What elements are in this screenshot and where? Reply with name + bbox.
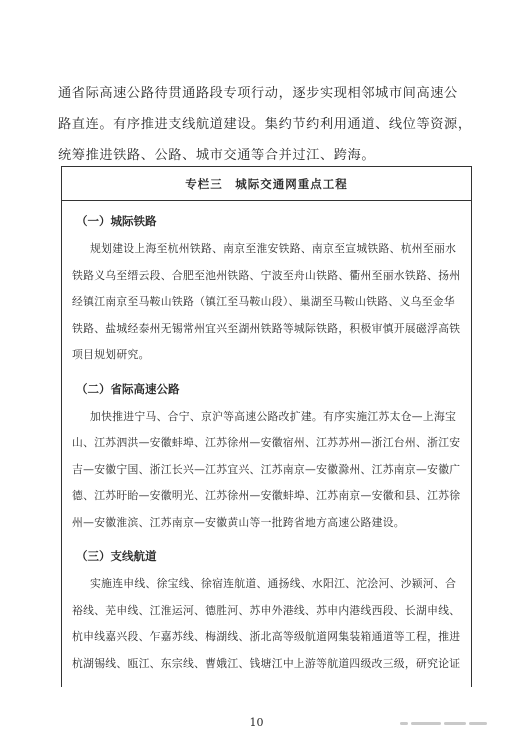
text-line: 经镇江南京至马鞍山铁路（镇江至马鞍山段）、巢湖至马鞍山铁路、义乌至金华: [72, 295, 455, 308]
section-text-interprovincial-highway: [72, 404, 461, 537]
text-line: 州—安徽淮滨、江苏南京—安徽黄山等一批跨省地方高速公路建设。: [72, 515, 405, 529]
section-text-branch-waterways: [72, 571, 461, 677]
section-heading-interprovincial-highway: （二）省际高速公路: [76, 381, 180, 396]
intro-paragraph: [58, 78, 472, 171]
section-text-intercity-rail: [72, 236, 461, 369]
page-number: 10: [249, 716, 264, 729]
text-line: 实施连申线、徐宝线、徐宿连航道、通扬线、水阳江、沱浍河、沙颍河、合: [90, 577, 457, 590]
box-title: 专栏三 城际交通网重点工程: [62, 167, 471, 201]
feature-box: [61, 166, 472, 687]
text-line: 山、江苏泗洪—安徽蚌埠、江苏徐州—安徽宿州、江苏苏州—浙江台州、浙江安: [72, 436, 461, 449]
text-line: 德、江苏盱眙—安徽明光、江苏徐州—安徽蚌埠、江苏南京—安徽和县、江苏徐: [72, 489, 461, 502]
text-line: 铁路义乌至缙云段、合肥至池州铁路、宁波至舟山铁路、衢州至丽水铁路、扬州: [72, 268, 461, 282]
section-heading-branch-waterways: （三）支线航道: [76, 549, 157, 563]
watermark-logo: [400, 720, 495, 726]
text-line: 杭湖锡线、瓯江、东宗线、曹娥江、钱塘江中上游等航道四级改三级，研究论证: [72, 656, 461, 670]
intro-line: 统筹推进铁路、公路、城市交通等合并过江、跨海。: [58, 148, 376, 163]
text-line: 项目规划研究。: [72, 348, 150, 361]
intro-line: 通省际高速公路待贯通路段专项行动，逐步实现相邻城市间高速公: [58, 86, 458, 101]
intro-line: 路直连。有序推进支线航道建设。集约节约利用通道、线位等资源，: [58, 117, 472, 132]
text-line: 裕线、芜申线、江淮运河、德胜河、苏申外港线、苏申内港线西段、长湖申线、: [72, 603, 461, 617]
text-line: 加快推进宁马、合宁、京沪等高速公路改扩建。有序实施江苏太仓—上海宝: [90, 409, 457, 423]
box-body: [62, 213, 471, 677]
text-line: 杭申线嘉兴段、乍嘉苏线、梅湖线、浙北高等级航道网集装箱通道等工程，推进: [72, 630, 461, 643]
text-line: 规划建设上海至杭州铁路、南京至淮安铁路、南京至宣城铁路、杭州至丽水: [90, 242, 457, 255]
text-line: 铁路、盐城经泰州无锡常州宜兴至湖州铁路等城际铁路，积极审慎开展磁浮高铁: [72, 321, 461, 335]
text-line: 吉—安徽宁国、浙江长兴—江苏宜兴、江苏南京—安徽滁州、江苏南京—安徽广: [72, 462, 461, 476]
section-heading-intercity-rail: （一）城际铁路: [76, 214, 157, 228]
